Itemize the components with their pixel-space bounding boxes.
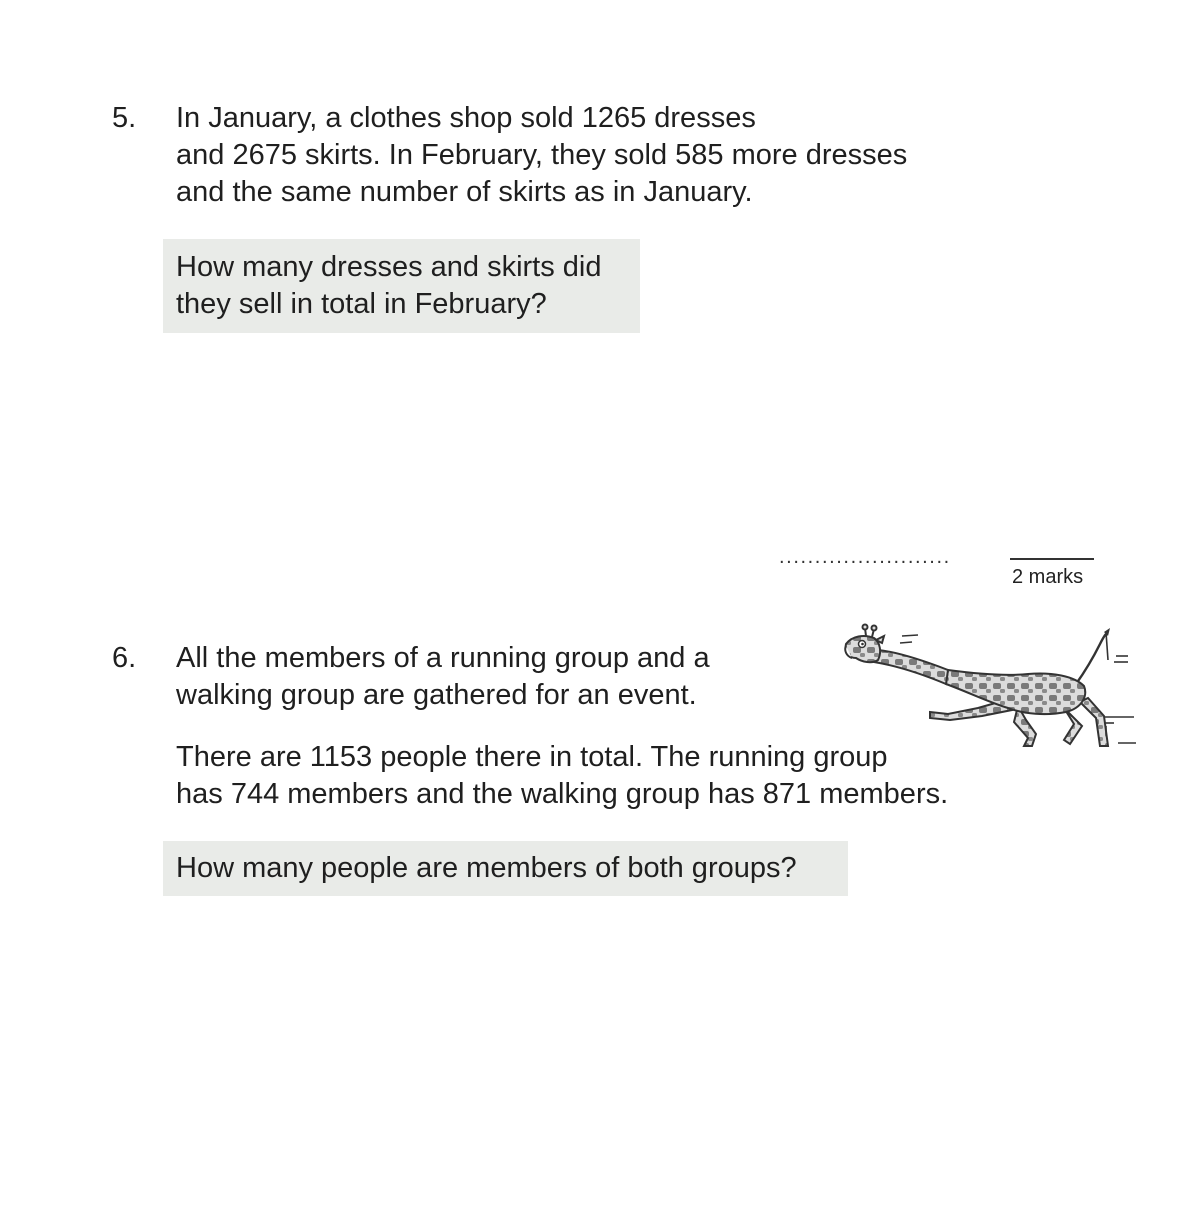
question-5-prompt-line-1: How many dresses and skirts did	[176, 251, 602, 283]
question-6-number: 6.	[112, 642, 137, 674]
question-5-number: 5.	[112, 102, 137, 134]
question-6-detail	[176, 739, 948, 813]
question-6-detail-line-2: has 744 members and the walking group has 871 members.	[176, 778, 949, 810]
question-6-prompt: How many people are members of both groups?	[176, 852, 797, 884]
question-5-line-3: and the same number of skirts as in January.	[176, 176, 753, 208]
question-6-intro	[176, 640, 710, 714]
marks-label: 2 marks	[1012, 566, 1084, 588]
question-5-prompt-box	[163, 239, 640, 333]
question-5-prompt-line-2: they sell in total in February?	[176, 288, 547, 320]
marks-divider	[1010, 558, 1094, 560]
answer-line[interactable]: ........................	[779, 546, 951, 568]
question-6-intro-line-2: walking group are gathered for an event.	[176, 679, 697, 711]
running-giraffe-icon	[838, 622, 1140, 762]
question-6-intro-line-1: All the members of a running group and a	[176, 642, 710, 674]
question-6-prompt-box	[163, 841, 848, 896]
question-5-line-1: In January, a clothes shop sold 1265 dresses	[176, 102, 756, 134]
question-6-detail-line-1: There are 1153 people there in total. The running group	[176, 741, 888, 773]
question-5-text	[176, 100, 907, 211]
question-5-line-2: and 2675 skirts. In February, they sold 585 more dresses	[176, 139, 908, 171]
